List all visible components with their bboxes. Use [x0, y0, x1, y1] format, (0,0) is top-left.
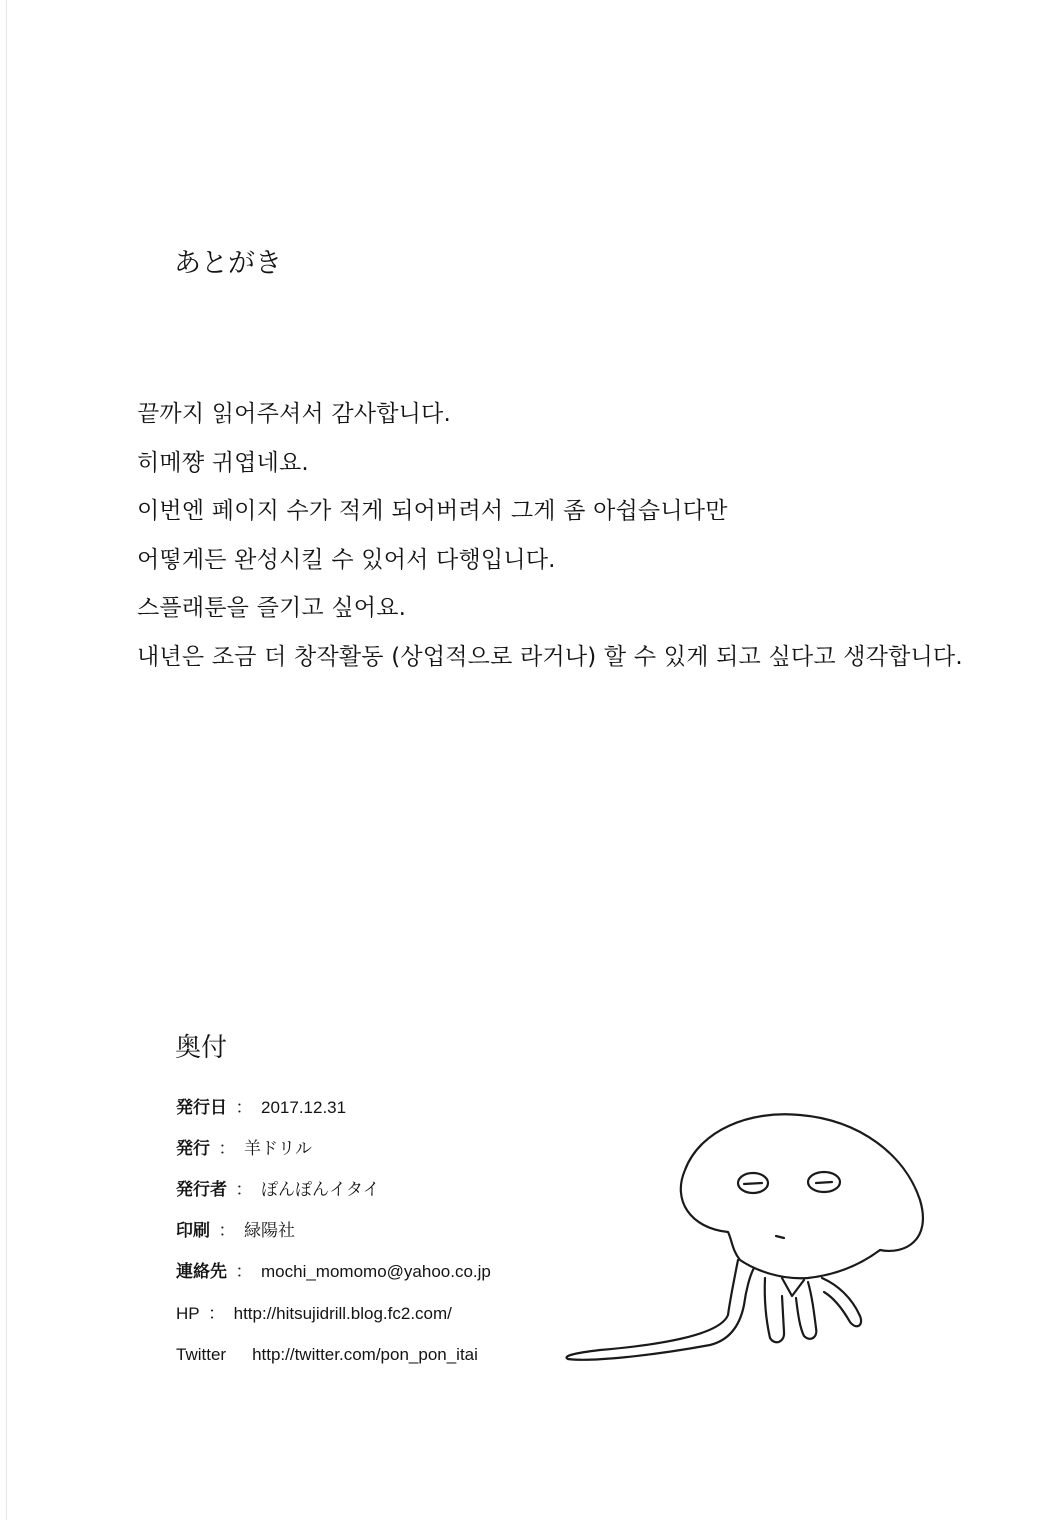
mascot-mouth: [776, 1236, 784, 1238]
message-line: 내년은 조금 더 창작활동 (상업적으로 라거나) 할 수 있게 되고 싶다고 생각합니다.: [137, 643, 963, 670]
colophon-heading: 奥付: [175, 1033, 228, 1063]
contact-email: mochi_momomo@yahoo.co.jp: [261, 1262, 491, 1282]
mascot-right-eye-line: [816, 1182, 832, 1183]
mascot-tentacle-right: [822, 1278, 861, 1326]
mascot-head-outline: [681, 1114, 923, 1278]
colophon-separator: ：: [208, 1303, 226, 1324]
colophon-separator: ：: [235, 1179, 253, 1200]
message-line: 어떻게든 완성시킬 수 있어서 다행입니다.: [137, 546, 556, 573]
mascot-tentacle-middle: [796, 1282, 816, 1339]
colophon-row-issuer: [176, 1169, 491, 1210]
colophon-separator: ：: [218, 1221, 236, 1242]
afterword-message: [137, 394, 963, 685]
homepage-url: http://hitsujidrill.blog.fc2.com/: [233, 1303, 452, 1323]
colophon-row-contact: [176, 1252, 491, 1293]
message-line: 이번엔 페이지 수가 적게 되어버려서 그게 좀 아쉽습니다만: [137, 498, 728, 524]
afterword-heading: あとがき: [174, 248, 282, 279]
colophon-row-publish-date: [176, 1087, 491, 1128]
colophon-separator: ：: [218, 1138, 236, 1159]
colophon-label: Twitter: [176, 1344, 227, 1364]
colophon-label: 印刷: [176, 1221, 210, 1242]
colophon-row-homepage: [176, 1293, 491, 1334]
colophon-separator: ：: [235, 1097, 253, 1118]
colophon-list: [176, 1087, 491, 1375]
scan-edge-divider: [6, 0, 7, 1520]
colophon-value: 羊ドリル: [244, 1138, 312, 1158]
colophon-label: 発行者: [176, 1179, 227, 1200]
colophon-row-twitter: [176, 1334, 491, 1375]
colophon-value: 2017.12.31: [261, 1097, 347, 1117]
mascot-tentacle-left: [765, 1278, 784, 1342]
colophon-separator: ：: [235, 1262, 253, 1283]
colophon-label: 発行: [176, 1138, 210, 1159]
message-line: 끝까지 읽어주셔서 감사합니다.: [137, 401, 451, 427]
colophon-value: 緑陽社: [244, 1221, 295, 1241]
colophon-row-publisher: [176, 1128, 491, 1169]
colophon-label: 発行日: [176, 1097, 227, 1118]
mascot-ribbon: [782, 1278, 804, 1296]
mascot-doodle-icon: [560, 1100, 940, 1370]
twitter-url: http://twitter.com/pon_pon_itai: [252, 1344, 478, 1364]
message-line: 히메쨩 귀엽네요.: [137, 449, 309, 476]
mascot-long-tail: [567, 1260, 754, 1360]
colophon-label: 連絡先: [176, 1262, 227, 1283]
colophon-value: ぽんぽんイタイ: [261, 1179, 380, 1199]
mascot-left-eye-line: [744, 1183, 762, 1184]
colophon-row-printer: [176, 1211, 491, 1252]
message-line: 스플래툰을 즐기고 싶어요.: [137, 595, 407, 621]
mascot-doodle-drawing: [560, 1100, 940, 1370]
colophon-label: HP: [176, 1303, 200, 1323]
